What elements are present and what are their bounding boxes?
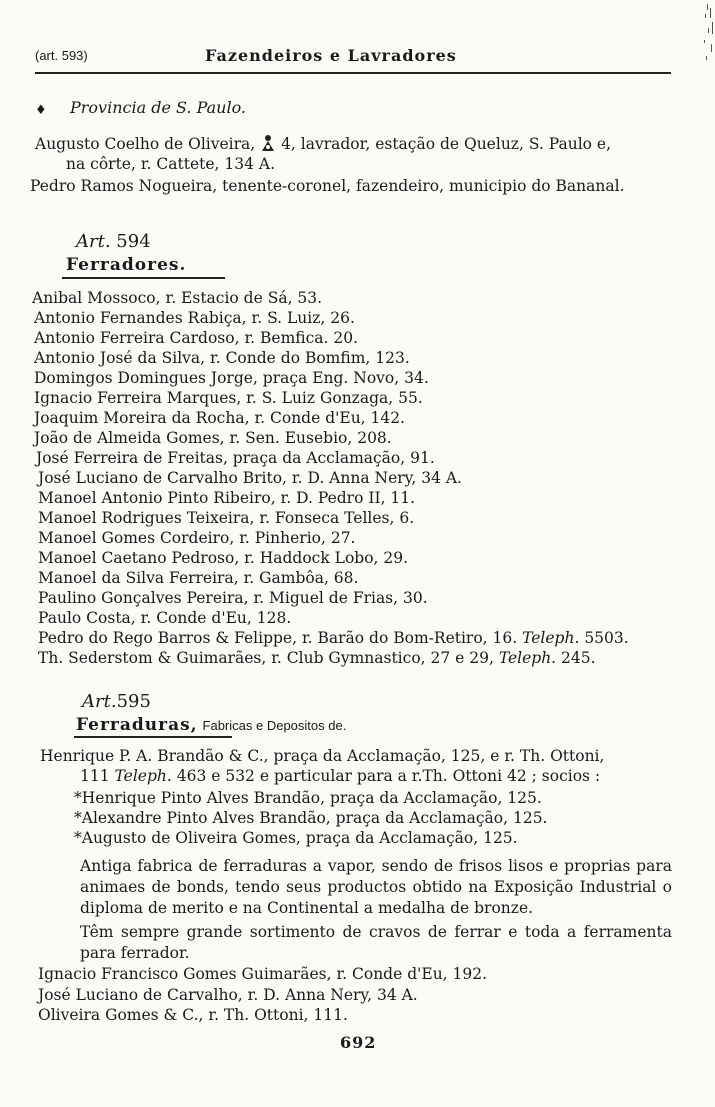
article-label: Art. (82, 691, 117, 712)
section-title-ferradores: Ferradores. (66, 255, 187, 275)
running-header (35, 46, 671, 68)
description-paragraph: Antiga fabrica de ferraduras a vapor, sendo de frisos lisos e proprias para animaes de bonds, tendo seus productos obtido na Exposição Industrial o diploma de merito e na Continental a medalha de bronze. (80, 857, 672, 917)
telephone-number: 245. (556, 649, 596, 667)
bullet-icon: ♦ (35, 103, 47, 118)
list-item (38, 648, 596, 668)
description-paragraph: Têm sempre grande sortimento de cravos de ferrar e toda a ferramenta para ferrador. (80, 923, 672, 962)
telephone-label: Teleph. (522, 629, 580, 647)
section-title: Ferraduras, (76, 715, 198, 735)
list-item: Antonio Fernandes Rabiça, r. S. Luiz, 26. (34, 309, 355, 327)
article-594-heading (76, 232, 151, 252)
entry-augusto-cont: na côrte, r. Cattete, 134 A. (66, 155, 276, 173)
telephone-number: 5503. (579, 629, 629, 647)
list-item: Oliveira Gomes & C., r. Th. Ottoni, 111. (38, 1006, 348, 1024)
list-item: Manoel Caetano Pedroso, r. Haddock Lobo, 29. (38, 549, 409, 567)
section-underline (62, 277, 225, 279)
entry-augusto (35, 134, 611, 154)
list-item: José Luciano de Carvalho, r. D. Anna Nery, 34 A. (38, 986, 418, 1004)
telephone-label: Teleph. (114, 767, 172, 785)
list-item: Manoel Antonio Pinto Ribeiro, r. D. Pedro II, 11. (38, 489, 416, 507)
list-item: Antonio José da Silva, r. Conde do Bomfim, 123. (34, 349, 410, 367)
article-number: 594 (116, 231, 151, 252)
page-heading: Fazendeiros e Lavradores (205, 46, 457, 65)
list-item: Ignacio Francisco Gomes Guimarães, r. Conde d'Eu, 192. (38, 965, 488, 983)
list-item: João de Almeida Gomes, r. Sen. Eusebio, 208. (34, 429, 392, 447)
list-item: Anibal Mossoco, r. Estacio de Sá, 53. (32, 289, 323, 307)
entry-henrique-cont (80, 766, 600, 786)
list-item: Paulino Gonçalves Pereira, r. Miguel de Frias, 30. (38, 589, 428, 607)
entry-pedro-ramos: Pedro Ramos Nogueira, tenente-coronel, fazendeiro, municipio do Bananal. (30, 177, 625, 195)
entry-henrique: Henrique P. A. Brandão & C., praça da Acclamação, 125, e r. Th. Ottoni, (40, 747, 605, 765)
partner-item: *Henrique Pinto Alves Brandão, praça da Acclamação, 125. (74, 789, 542, 807)
decoration-award-icon (260, 134, 276, 152)
list-item: Manoel Rodrigues Teixeira, r. Fonseca Telles, 6. (38, 509, 415, 527)
list-item: Manoel da Silva Ferreira, r. Gambôa, 68. (38, 569, 359, 587)
list-item: Antonio Ferreira Cardoso, r. Bemfica. 20. (34, 329, 359, 347)
list-item: José Luciano de Carvalho Brito, r. D. Anna Nery, 34 A. (38, 469, 462, 487)
list-item: Paulo Costa, r. Conde d'Eu, 128. (38, 609, 292, 627)
list-item: Domingos Domingues Jorge, praça Eng. Novo, 34. (34, 369, 429, 387)
entry-text: 111 (80, 767, 115, 785)
entry-augusto-detail: 4, lavrador, estação de Queluz, S. Paulo e, (281, 135, 612, 153)
article-reference: (art. 593) (35, 48, 88, 63)
page-number: 692 (340, 1033, 377, 1052)
list-item: Ignacio Ferreira Marques, r. S. Luiz Gonzaga, 55. (34, 389, 423, 407)
list-item: Manoel Gomes Cordeiro, r. Pinherio, 27. (38, 529, 356, 547)
entry-text: Pedro do Rego Barros & Felippe, r. Barão do Bom-Retiro, 16. (38, 629, 523, 647)
telephone-label: Teleph. (498, 649, 557, 667)
section-underline (74, 736, 232, 738)
entry-text: 463 e 532 e particular para a r.Th. Ottoni 42 ; socios : (171, 767, 601, 785)
list-item (38, 628, 629, 648)
entry-text: Th. Sederstom & Guimarães, r. Club Gymnastico, 27 e 29, (38, 649, 499, 667)
province-heading: Provincia de S. Paulo. (70, 98, 247, 117)
list-item: Joaquim Moreira da Rocha, r. Conde d'Eu, 142. (34, 409, 406, 427)
section-title-ferraduras (76, 715, 346, 736)
page-edge-speckle (693, 0, 715, 70)
section-subtitle: Fabricas e Depositos de. (202, 718, 347, 733)
entry-augusto-name: Augusto Coelho de Oliveira, (35, 135, 261, 153)
header-rule (35, 72, 671, 74)
article-label: Art. (76, 231, 111, 252)
list-item: José Ferreira de Freitas, praça da Acclamação, 91. (36, 449, 435, 467)
article-number: 595 (116, 691, 151, 712)
partner-item: *Augusto de Oliveira Gomes, praça da Acclamação, 125. (74, 829, 518, 847)
partner-item: *Alexandre Pinto Alves Brandão, praça da Acclamação, 125. (74, 809, 548, 827)
article-595-heading (82, 692, 151, 712)
